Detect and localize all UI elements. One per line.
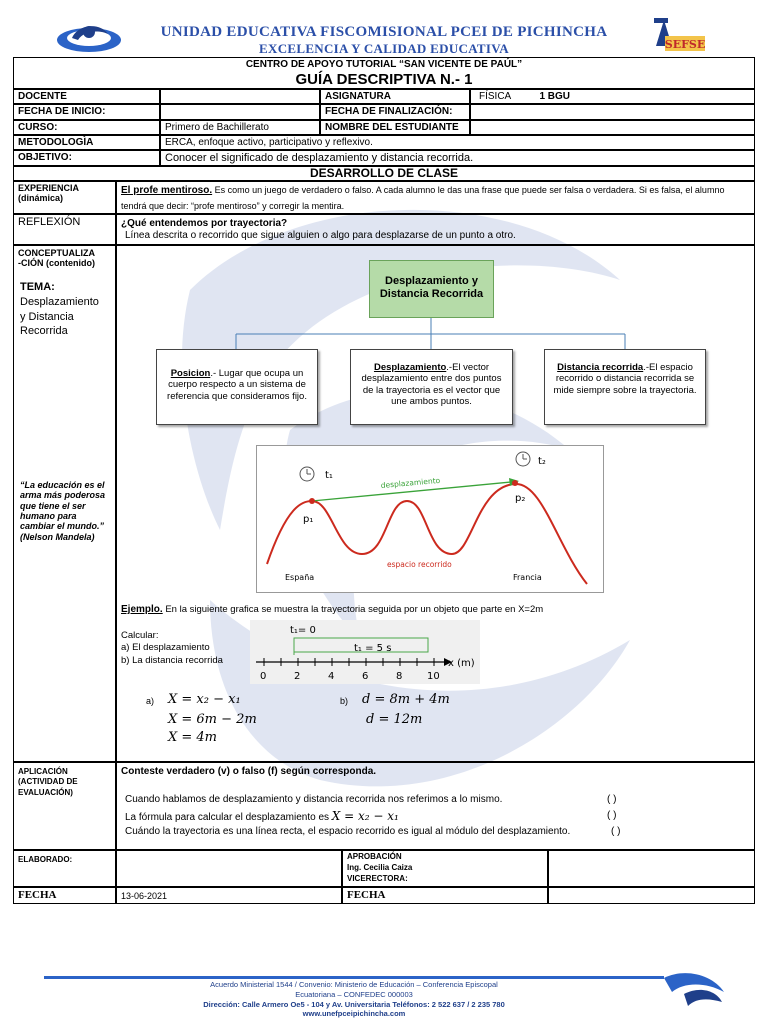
graph-p1: p₁ (303, 514, 314, 525)
tick-label: 2 (294, 671, 301, 682)
experiencia-cell (116, 181, 755, 214)
docente-label: DOCENTE (13, 89, 160, 104)
objetivo-label: OBJETIVO: (13, 150, 160, 166)
sol-a2: X = 6m − 2m (168, 712, 257, 727)
fecha-fin-value[interactable] (470, 104, 755, 120)
fecha-label: FECHA (13, 887, 116, 904)
question-3: Cuándo la trayectoria es una línea recta, el espacio recorrido es igual al módulo del desplazamiento. (125, 826, 571, 837)
desplazamiento-box (350, 349, 513, 425)
curso-label: CURSO: (13, 120, 160, 135)
aplicacion-label: APLICACIÓN (ACTIVIDAD DE EVALUACIÓN) (13, 762, 116, 850)
concept-left-cell (13, 245, 116, 762)
graph-desplazamiento: desplazamiento (380, 475, 441, 490)
distancia-box (544, 349, 706, 425)
aprobacion-name: Ing. Cecilia Caiza (347, 862, 413, 872)
calcular-label: Calcular: (121, 630, 159, 641)
concept-main-box: Desplazamiento y Distancia Recorrida (369, 260, 494, 318)
example-line (121, 604, 543, 615)
fecha-inicio-label: FECHA DE INICIO: (13, 104, 160, 120)
tick-label: 10 (427, 671, 440, 682)
guide-center: CENTRO DE APOYO TUTORIAL “SAN VICENTE DE PAÚL” (245, 59, 523, 70)
tema-value: Desplazamiento y Distancia Recorrida (20, 296, 99, 337)
footer-link[interactable]: www.unefpceipichincha.com (302, 1009, 406, 1019)
sol-b1: d = 8m + 4m (362, 692, 450, 707)
question-2 (125, 810, 399, 824)
curso-value: Primero de Bachillerato (160, 120, 320, 135)
page-footer (44, 972, 724, 1018)
example-title: Ejemplo. (121, 604, 163, 615)
posicion-text: .- Lugar que ocupa un cuerpo respecto a un sistema de referencia que consideramos fijo. (167, 368, 307, 402)
answer-2-blank[interactable]: ( ) (607, 810, 617, 821)
metodologia-value: ERCA, enfoque activo, participativo y reflexivo. (160, 135, 755, 150)
school-motto: EXCELENCIA Y CALIDAD EDUCATIVA (259, 41, 509, 56)
reflexion-question: ¿Qué entendemos por trayectoria? (121, 218, 288, 229)
reflexion-cell (116, 214, 755, 245)
tick-label: 0 (260, 671, 267, 682)
graph-left: España (285, 573, 315, 582)
aprobacion-role: VICERECTORA: (347, 873, 408, 883)
estudiante-value[interactable] (470, 120, 755, 135)
estudiante-label: NOMBRE DEL ESTUDIANTE (320, 120, 470, 135)
asignatura-cell (470, 89, 755, 104)
guide-title-cell (13, 57, 755, 89)
asignatura-value: FÍSICA (479, 91, 511, 102)
graph-t1: t₁ (325, 470, 333, 481)
number-line (250, 620, 480, 684)
trajectory-graph (256, 445, 604, 593)
question-2-text: La fórmula para calcular el desplazamiento es (125, 812, 332, 823)
footer-line-2: Ecuatoriana – CONFEDEC 000003 (295, 989, 413, 999)
footer-line-1: Acuerdo Ministerial 1544 / Convenio: Ministerio de Educación – Conferencia Episcopal (210, 980, 498, 989)
posicion-box (156, 349, 318, 425)
tick-label: 8 (396, 671, 403, 682)
experiencia-label: EXPERIENCIA (dinámica) (13, 181, 116, 214)
aprobacion-label: APROBACIÓN (347, 852, 402, 861)
answer-1-blank[interactable]: ( ) (607, 794, 617, 805)
school-name: UNIDAD EDUCATIVA FISCOMISIONAL PCEI DE PICHINCHA (160, 24, 608, 40)
aprobacion-cell (342, 850, 548, 887)
question-1: Cuando hablamos de desplazamiento y distancia recorrida nos referimos a lo mismo. (125, 794, 503, 805)
example-text: En la siguiente grafica se muestra la trayectoria seguida por un objeto que parte en X=2m (162, 604, 544, 615)
distancia-text: .-El espacio recorrido o distancia recorrida se mide siempre sobre la trayectoria. (553, 362, 697, 396)
guide-title: GUÍA DESCRIPTIVA N.- 1 (295, 70, 473, 88)
sol-b-label: b) (340, 696, 349, 706)
mandela-quote: “La educación es el arma más poderosa que tiene el ser humano para cambiar el mundo.” (Nelson Mandela) (20, 480, 106, 542)
example-calcular (121, 630, 223, 667)
fecha-value: 13-06-2021 (116, 887, 342, 904)
graph-right: Francia (513, 573, 542, 582)
asignatura-label: ASIGNATURA (320, 89, 470, 104)
docente-value (160, 89, 320, 104)
graph-t2: t₂ (538, 456, 546, 467)
elaborado-label: ELABORADO: (13, 850, 116, 887)
experiencia-title: El profe mentiroso. (121, 185, 213, 196)
fecha-inicio-value[interactable] (160, 104, 320, 120)
sol-a1: X = x₂ − x₁ (168, 692, 241, 707)
reflexion-answer: Línea descrita o recorrido que sigue alguien o algo para desplazarse de un punto a otro. (125, 229, 516, 241)
number-line-axis-label: x (m) (448, 658, 475, 669)
reflexion-label: REFLEXIÓN (13, 214, 116, 245)
desplazamiento-term: Desplazamiento (373, 362, 447, 373)
calcular-a: a) El desplazamiento (121, 642, 210, 654)
posicion-term: Posicion (170, 368, 211, 379)
sefse-logo (650, 16, 708, 56)
elaborado-value[interactable] (116, 850, 342, 887)
grade-value: 1 BGU (539, 91, 571, 102)
distancia-term: Distancia recorrida (557, 362, 644, 373)
sefse-logo-text: SEFSE (664, 38, 706, 51)
footer-line-3: Dirección: Calle Armero Oe5 - 104 y Av. Universitaria Teléfonos: 2 522 637 / 2 235 780 (203, 999, 505, 1009)
fecha-fin-label: FECHA DE FINALIZACIÓN: (320, 104, 470, 120)
aplicacion-title: Conteste verdadero (v) o falso (f) según corresponda. (121, 766, 377, 777)
question-2-formula: X = x₂ − x₁ (331, 809, 399, 823)
desarrollo-title: DESARROLLO DE CLASE (13, 166, 755, 181)
tema-label: TEMA: (20, 280, 55, 293)
answer-3-blank[interactable]: ( ) (611, 826, 621, 837)
metodologia-label: METODOLOGÌA (13, 135, 160, 150)
sol-b2: d = 12m (366, 712, 423, 727)
tick-label: 6 (362, 671, 369, 682)
tick-label: 4 (328, 671, 335, 682)
desplazamiento-text: .-El vector desplazamiento entre dos puntos de la trayectoria es el vector que une ambos puntos. (361, 362, 502, 408)
fecha-value-2[interactable] (548, 887, 755, 904)
graph-p2: p₂ (515, 493, 526, 504)
sol-a-label: a) (146, 696, 155, 706)
fecha-label-2: FECHA (342, 887, 548, 904)
concept-label: CONCEPTUALIZA -CIÓN (contenido) (18, 248, 95, 269)
aplicacion-cell (116, 762, 755, 850)
graph-espacio: espacio recorrido (387, 560, 452, 569)
aprobacion-value[interactable] (548, 850, 755, 887)
calcular-b: b) La distancia recorrida (121, 654, 223, 666)
number-line-t5: t₁ = 5 s (354, 643, 392, 654)
experiencia-text: Es como un juego de verdadero o falso. A cada alumno le das una frase que puede ser falsa o verdadera. Si es falsa, el alumno tendrá que decir: “profe mentiroso” y corregir la mentira. (121, 185, 725, 211)
objetivo-value: Conocer el significado de desplazamiento y distancia recorrida. (160, 150, 755, 166)
sol-a3: X = 4m (168, 730, 218, 745)
number-line-t0: t₁= 0 (290, 625, 316, 636)
